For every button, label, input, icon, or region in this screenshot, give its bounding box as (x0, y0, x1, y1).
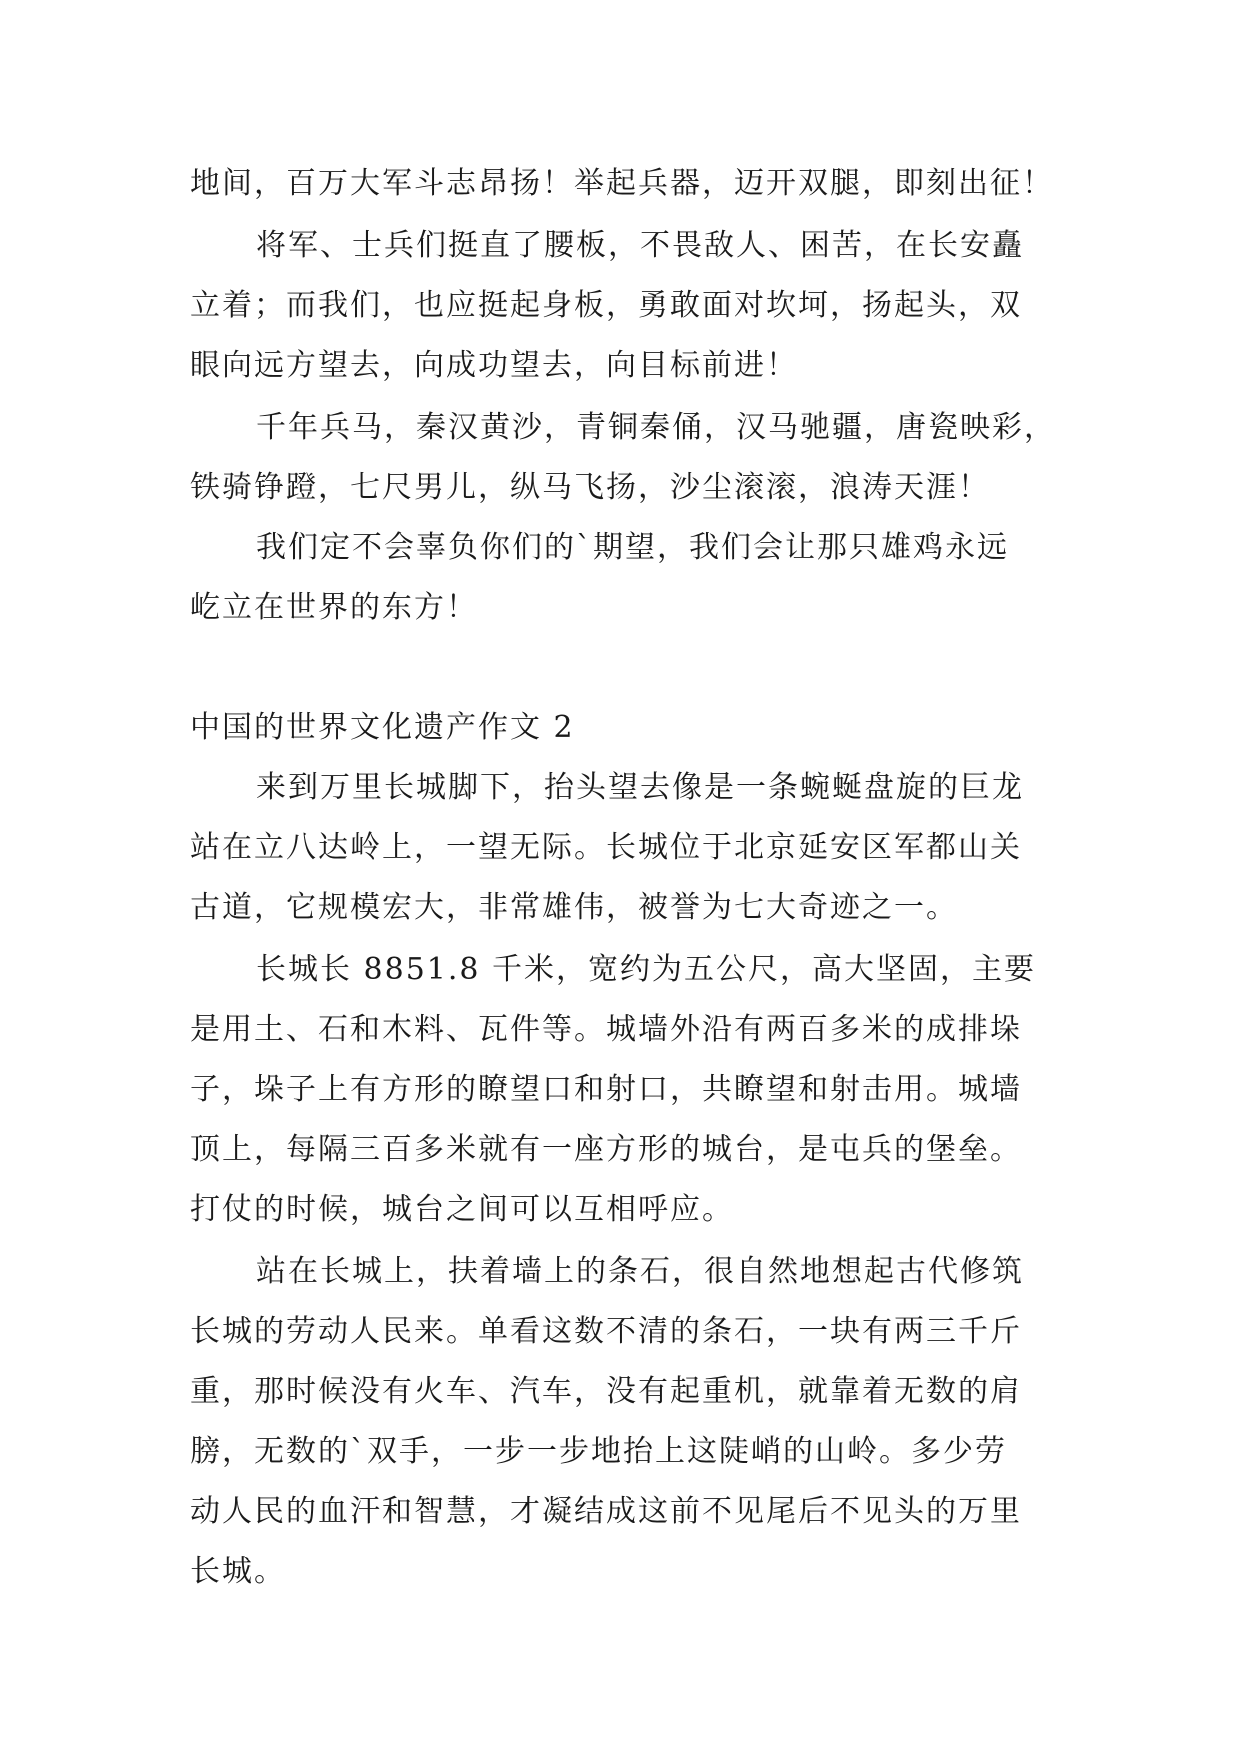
text-line: 子，垛子上有方形的瞭望口和射口，共瞭望和射击用。城墙 (190, 1072, 1022, 1107)
text-line: 打仗的时候，城台之间可以互相呼应。 (190, 1192, 734, 1227)
section-heading: 中国的世界文化遗产作文 2 (190, 710, 575, 745)
text-line: 立着；而我们，也应挺起身板，勇敢面对坎坷，扬起头，双 (190, 288, 1022, 323)
text-line: 长城的劳动人民来。单看这数不清的条石，一块有两三千斤 (190, 1314, 1022, 1349)
text-line: 古道，它规模宏大，非常雄伟，被誉为七大奇迹之一。 (190, 890, 958, 925)
paragraph-start: 站在长城上，扶着墙上的条石，很自然地想起古代修筑 (256, 1254, 1024, 1289)
text-line: 长城。 (190, 1554, 286, 1589)
text-line: 地间，百万大军斗志昂扬！举起兵器，迈开双腿，即刻出征！ (190, 166, 1054, 201)
text-line: 眼向远方望去，向成功望去，向目标前进！ (190, 348, 798, 383)
paragraph-start: 将军、士兵们挺直了腰板，不畏敌人、困苦，在长安矗 (256, 228, 1024, 263)
text-line: 是用土、石和木料、瓦件等。城墙外沿有两百多米的成排垛 (190, 1012, 1022, 1047)
paragraph-start: 千年兵马，秦汉黄沙，青铜秦俑，汉马驰疆，唐瓷映彩， (256, 410, 1056, 445)
text-line: 站在立八达岭上，一望无际。长城位于北京延安区军都山关 (190, 830, 1022, 865)
text-line: 膀，无数的`双手，一步一步地抬上这陡峭的山岭。多少劳 (190, 1434, 1007, 1469)
text-line: 动人民的血汗和智慧，才凝结成这前不见尾后不见头的万里 (190, 1494, 1022, 1529)
paragraph-start: 来到万里长城脚下，抬头望去像是一条蜿蜒盘旋的巨龙 (256, 770, 1024, 805)
paragraph-start: 长城长 8851.8 千米，宽约为五公尺，高大坚固，主要 (256, 952, 1037, 987)
paragraph-start: 我们定不会辜负你们的`期望，我们会让那只雄鸡永远 (256, 530, 1009, 565)
text-line: 重，那时候没有火车、汽车，没有起重机，就靠着无数的肩 (190, 1374, 1022, 1409)
text-line: 顶上，每隔三百多米就有一座方形的城台，是屯兵的堡垒。 (190, 1132, 1022, 1167)
text-line: 铁骑铮蹬，七尺男儿，纵马飞扬，沙尘滚滚，浪涛天涯！ (190, 470, 990, 505)
text-line: 屹立在世界的东方！ (190, 590, 478, 625)
